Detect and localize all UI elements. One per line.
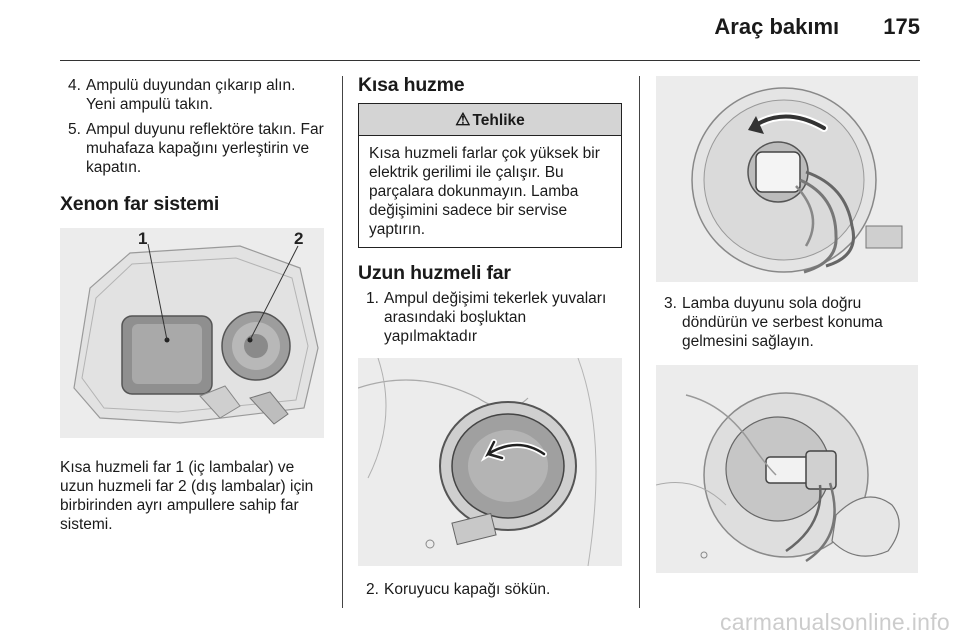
xenon-headlight-illustration bbox=[60, 228, 324, 438]
section-title-xenon: Xenon far sistemi bbox=[60, 193, 220, 215]
step-list bbox=[60, 76, 328, 177]
step-list bbox=[358, 580, 622, 599]
xenon-description: Kısa huzmeli far 1 (iç lambalar) ve uzun huzmeli far 2 (dış lambalar) için birbirinden ayrı ampullere sahip far sistemi. bbox=[60, 459, 314, 533]
list-item bbox=[358, 289, 622, 346]
column-1 bbox=[60, 76, 328, 534]
step-text: Ampul değişimi tekerlek yuvaları arasındaki boşluktan yapılmaktadır bbox=[384, 290, 607, 345]
list-item bbox=[60, 76, 328, 114]
step-list bbox=[656, 294, 918, 351]
column-2 bbox=[358, 76, 622, 605]
protective-cover-illustration bbox=[358, 358, 622, 566]
step-text: Ampul duyunu reflektöre takın. Far muhafaza kapağını yerleştirin ve kapatın. bbox=[86, 121, 324, 176]
watermark: carmanualsonline.info bbox=[719, 609, 950, 635]
header-rule bbox=[60, 60, 920, 61]
warning-triangle-icon: ⚠ bbox=[455, 110, 471, 129]
section-title-high-beam: Uzun huzmeli far bbox=[358, 262, 511, 284]
bulb-removal-illustration bbox=[656, 365, 918, 573]
step-number: 2. bbox=[366, 581, 379, 598]
column-divider bbox=[639, 76, 640, 608]
bulb-socket-rotate-illustration bbox=[656, 76, 918, 282]
step-text: Koruyucu kapağı sökün. bbox=[384, 581, 551, 598]
danger-warning-box bbox=[358, 103, 622, 248]
list-item bbox=[656, 294, 918, 351]
page-header bbox=[714, 14, 920, 40]
section-title-low-beam: Kısa huzme bbox=[358, 74, 465, 96]
step-number: 1. bbox=[366, 290, 379, 307]
step-number: 3. bbox=[664, 295, 677, 312]
headlight-drawing bbox=[60, 228, 324, 438]
column-divider bbox=[342, 76, 343, 608]
cover-drawing bbox=[358, 358, 622, 566]
warning-header bbox=[359, 104, 621, 136]
step-number: 5. bbox=[68, 121, 81, 138]
step-list bbox=[358, 289, 622, 346]
list-item bbox=[358, 580, 622, 599]
callout-2: 2 bbox=[294, 229, 304, 248]
bulb-drawing bbox=[656, 365, 918, 573]
column-3 bbox=[656, 76, 918, 573]
socket-drawing bbox=[656, 76, 918, 282]
step-text: Ampulü duyundan çıkarıp alın. Yeni ampulü takın. bbox=[86, 77, 296, 113]
warning-title: Tehlike bbox=[472, 112, 525, 129]
chapter-title: Araç bakımı bbox=[714, 14, 840, 39]
callout-1: 1 bbox=[138, 229, 148, 248]
step-number: 4. bbox=[68, 77, 81, 94]
list-item bbox=[60, 120, 328, 177]
page-number: 175 bbox=[883, 14, 920, 39]
warning-text: Kısa huzmeli farlar çok yüksek bir elektrik gerilimi ile çalışır. Bu parçalara dokunmayın. Lamba değişimini sadece bir servise yaptırın. bbox=[369, 145, 600, 238]
step-text: Lamba duyunu sola doğru döndürün ve serbest konuma gelmesini sağlayın. bbox=[682, 295, 883, 350]
